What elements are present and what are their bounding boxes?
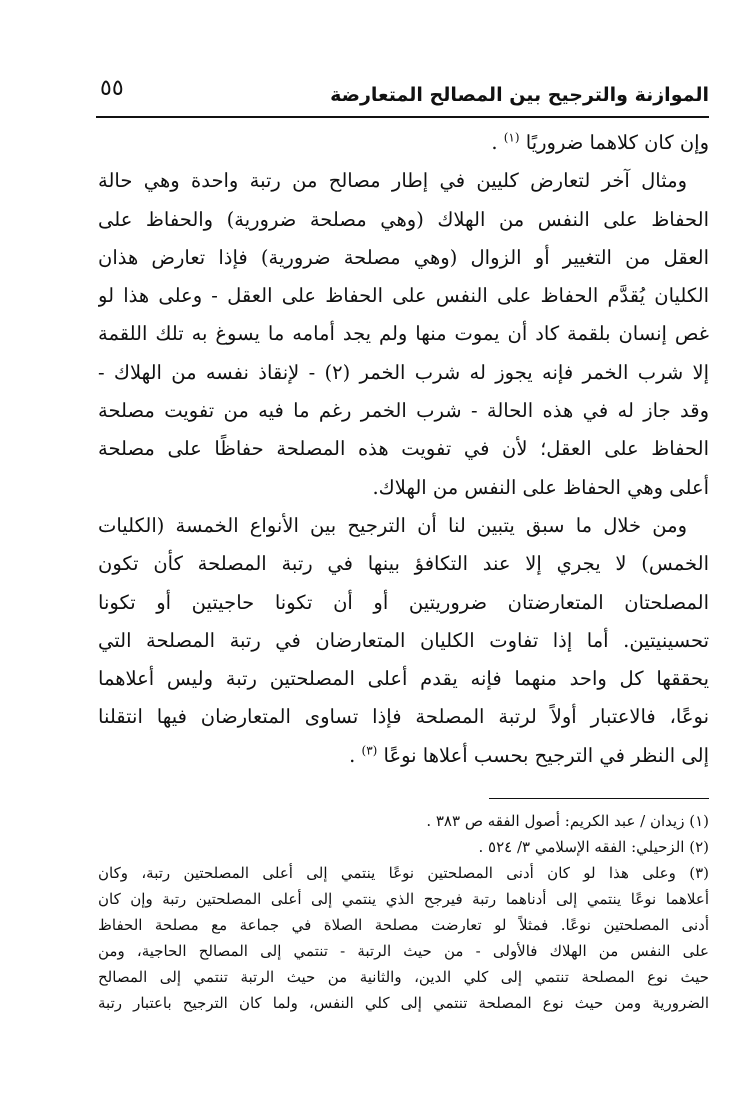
text-line: يحققها كل واحد منهما فإنه يقدم أعلى المصلحتين رتبة وليس أعلاهما xyxy=(98,667,709,691)
running-header xyxy=(96,70,709,114)
main-text xyxy=(98,124,709,775)
text-line: إلا شرب الخمر فإنه يجوز له شرب الخمر (٢) - لإنقاذ نفسه من الهلاك - xyxy=(98,360,709,384)
footnote-3-line: أدنى المصلحتين نوعًا. فمثلاً لو تعارضت مصلحة الصلاة في جماعة مع مصلحة الحفاظ xyxy=(98,916,709,934)
footnotes xyxy=(98,808,709,1016)
text-line: الكليان يُقدَّم الحفاظ على النفس على الحفاظ على العقل - وعلى هذا لو xyxy=(98,284,709,308)
text-line: ومثال آخر لتعارض كليين في إطار مصالح من رتبة واحدة وهي حالة xyxy=(98,169,687,193)
text-line: أعلى وهي الحفاظ على النفس من الهلاك. xyxy=(372,475,709,499)
text-line: تحسينيتين. أما إذا تفاوت الكليان المتعارضان في رتبة المصلحة التي xyxy=(98,628,709,652)
text-line: وإن كان كلاهما ضروريًا $^{(١)}$ . xyxy=(491,130,709,154)
text-line: نوعًا، فالاعتبار أولاً لرتبة المصلحة فإذا تساوى المتعارضان فيها انتقلنا xyxy=(98,705,709,729)
paragraph-2 xyxy=(98,162,709,507)
text-line: العقل من التغيير أو الزوال (وهي مصلحة ضرورية) فإذا تعارض هذان xyxy=(98,245,709,269)
footnote-ref-3: (٣) xyxy=(361,743,378,758)
footnote-3-line: أعلاهما نوعًا ينتمي إلى أدناهما رتبة فيرجح الذي ينتمي إلى أعلى المصلحتين رتبة وإن كان xyxy=(98,890,709,908)
paragraph-1 xyxy=(98,124,709,162)
footnote-3-line: (٣) وعلى هذا لو كان أدنى المصلحتين نوعًا ينتمي إلى أعلى المصلحتين رتبة، وكان xyxy=(98,864,709,882)
text-line: ومن خلال ما سبق يتبين لنا أن الترجيح بين الأنواع الخمسة (الكليات xyxy=(98,513,687,537)
footnote-3-line: الضرورية ومن حيث نوع المصلحة تنتمي إلى كلي النفس، ولما كان الترجيح باعتبار رتبة xyxy=(98,994,709,1012)
page-number: ٥٥ xyxy=(100,76,124,101)
text-line: الحفاظ على النفس من الهلاك (وهي مصلحة ضرورية) والحفاظ على xyxy=(98,207,709,231)
paragraph-3 xyxy=(98,507,709,775)
text-line: المصلحتان المتعارضتان ضروريتين أو أن تكونا حاجيتين أو تكونا xyxy=(98,590,709,614)
text-line: الحفاظ على العقل؛ لأن في تفويت هذه المصلحة حفاظًا على مصلحة xyxy=(98,437,709,461)
text-line: غص إنسان بلقمة كاد أن يموت منها ولم يجد أمامه ما يسوغ به تلك اللقمة xyxy=(98,322,709,346)
text-line: الخمس) لا يجري إلا عند التكافؤ بينها في رتبة المصلحة كأن تكون xyxy=(98,552,709,576)
header-rule xyxy=(96,116,709,118)
footnote-ref-1: (١) xyxy=(503,130,520,145)
text-line: وقد جاز له في هذه الحالة - شرب الخمر رغم ما فيه من تفويت مصلحة xyxy=(98,399,709,423)
footnote-2: (٢) الزحيلي: الفقه الإسلامي ٣/ ٥٢٤ . xyxy=(478,838,709,856)
footnote-1: (١) زيدان / عبد الكريم: أصول الفقه ص ٣٨٣ . xyxy=(426,812,709,830)
footnote-3-line: حيث نوع المصلحة تنتمي إلى كلي الدين، والثانية من حيث الرتبة تنتمي إلى المصالح xyxy=(98,968,709,986)
footnote-separator xyxy=(489,798,709,799)
text-line: إلى النظر في الترجيح بحسب أعلاها نوعًا $^{(٣)}$ . xyxy=(349,743,709,767)
header-title: الموازنة والترجيح بين المصالح المتعارضة xyxy=(330,84,709,106)
footnote-3-line: على النفس من الهلاك فالأولى - من حيث الرتبة - تنتمي إلى المصالح الحاجية، ومن xyxy=(98,942,709,960)
